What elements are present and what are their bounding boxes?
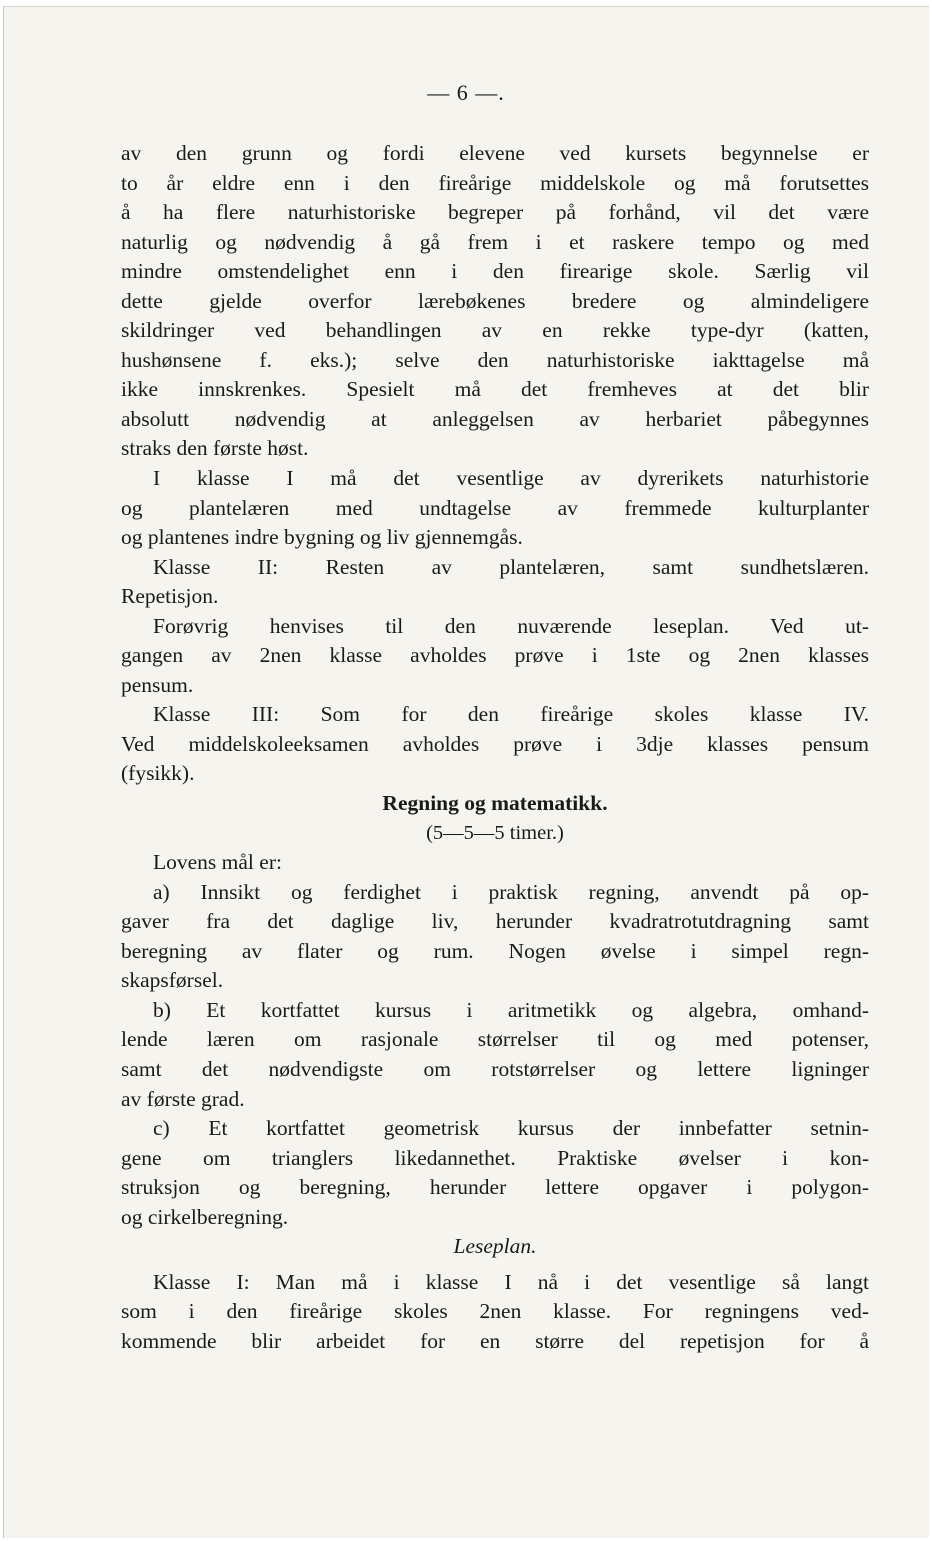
- subsection-heading: Leseplan.: [453, 1234, 537, 1259]
- text-line: skapsførsel.: [121, 968, 224, 993]
- section-heading: Regning og matematikk.: [382, 791, 608, 816]
- text-line: Forøvrig henvises til den nuværende leseplan. Ved ut-: [153, 613, 869, 638]
- text-line: hushønsene f. eks.); selve den naturhistoriske iakttagelse må: [121, 347, 869, 372]
- text-line: c) Et kortfattet geometrisk kursus der innbefatter setnin-: [153, 1116, 869, 1141]
- text-line: ikke innskrenkes. Spesielt må det fremheves at det blir: [121, 377, 869, 402]
- text-line: skildringer ved behandlingen av en rekke type-dyr (katten,: [121, 318, 869, 343]
- text-line: samt det nødvendigste om rotstørrelser og lettere ligninger: [121, 1056, 869, 1081]
- text-line: dette gjelde overfor lærebøkenes bredere og almindeligere: [121, 288, 869, 313]
- text-line: Repetisjon.: [121, 584, 219, 609]
- text-line: gangen av 2nen klasse avholdes prøve i 1ste og 2nen klasses: [121, 643, 869, 668]
- text-line: av første grad.: [121, 1086, 245, 1111]
- text-line: lende læren om rasjonale størrelser til og med potenser,: [121, 1027, 869, 1052]
- page-number: — 6 —.: [427, 80, 505, 105]
- section-subheading: (5—5—5 timer.): [426, 821, 564, 844]
- text-line: Klasse II: Resten av plantelæren, samt sundhetslæren.: [153, 554, 869, 579]
- text-line: Klasse I: Man må i klasse I nå i det vesentlige så langt: [153, 1269, 869, 1294]
- text-line: kommende blir arbeidet for en større del repetisjon for å: [121, 1328, 869, 1353]
- text-line: beregning av flater og rum. Nogen øvelse i simpel regn-: [121, 938, 869, 963]
- text-line: og plantenes indre bygning og liv gjennemgås.: [121, 525, 523, 550]
- text-line: naturlig og nødvendig å gå frem i et raskere tempo og med: [121, 229, 869, 254]
- text-line: gaver fra det daglige liv, herunder kvadratrotutdragning samt: [121, 909, 869, 934]
- text-line: Ved middelskoleeksamen avholdes prøve i 3dje klasses pensum: [121, 731, 869, 756]
- text-line: å ha flere naturhistoriske begreper på forhånd, vil det være: [121, 200, 869, 225]
- text-line: absolutt nødvendig at anleggelsen av herbariet påbegynnes: [121, 406, 869, 431]
- text-line: mindre omstendelighet enn i den firearige skole. Særlig vil: [121, 259, 869, 284]
- text-line: straks den første høst.: [121, 436, 309, 461]
- text-line: og cirkelberegning.: [121, 1204, 289, 1229]
- text-line: a) Innsikt og ferdighet i praktisk regning, anvendt på op-: [153, 879, 869, 904]
- text-line: to år eldre enn i den fireårige middelskole og må forutsettes: [121, 170, 869, 195]
- text-line: I klasse I må det vesentlige av dyrerikets naturhistorie: [153, 466, 869, 491]
- text-line: av den grunn og fordi elevene ved kursets begynnelse er: [121, 141, 869, 165]
- text-line: og plantelæren med undtagelse av fremmede kulturplanter: [121, 495, 869, 520]
- text-line: (fysikk).: [121, 761, 195, 786]
- text-line: Lovens mål er:: [153, 850, 282, 875]
- text-line: som i den fireårige skoles 2nen klasse. For regningens ved-: [121, 1299, 869, 1324]
- text-line: gene om trianglers likedannethet. Praktiske øvelser i kon-: [121, 1145, 869, 1170]
- text-line: b) Et kortfattet kursus i aritmetikk og algebra, omhand-: [153, 997, 869, 1022]
- text-line: Klasse III: Som for den fireårige skoles klasse IV.: [153, 702, 869, 727]
- text-column: [121, 139, 869, 1356]
- text-line: pensum.: [121, 672, 194, 697]
- text-line: struksjon og beregning, herunder lettere opgaver i polygon-: [121, 1175, 869, 1200]
